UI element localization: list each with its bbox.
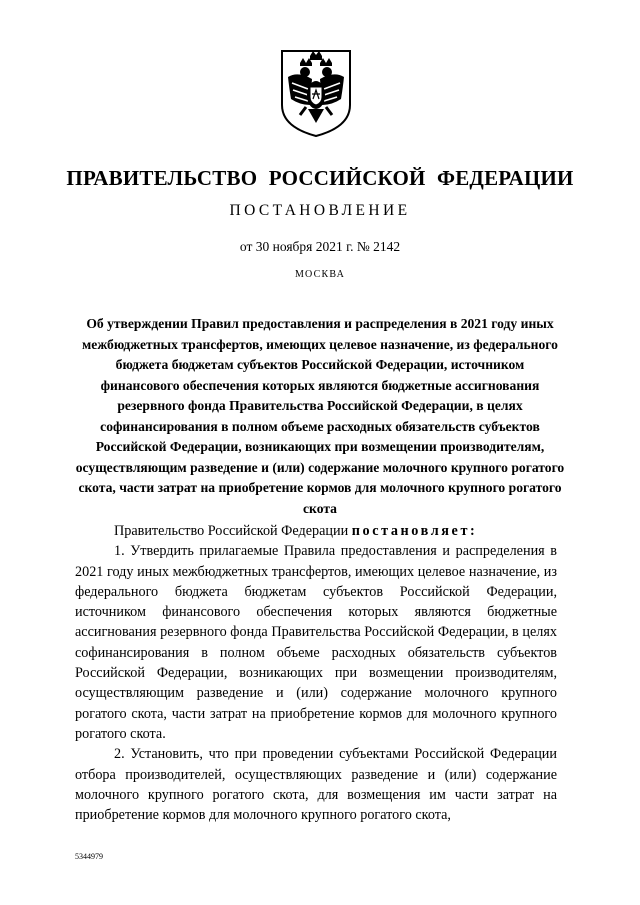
preamble-action: постановляет:	[351, 523, 478, 539]
document-body	[75, 521, 557, 825]
document-city: МОСКВА	[294, 269, 346, 280]
russian-coat-of-arms-icon	[276, 47, 356, 139]
preamble	[75, 521, 557, 541]
paragraph-1: 1. Утвердить прилагаемые Правила предоставления и распределения в 2021 году иных межбюджетных трансфертов, имеющих целевое назначение, из федерального бюджета бюджетам субъектов Российской Федерации, источником финансового обеспечения которых являются бюджетные ассигнования резервного фонда Правительства Российской Федерации, в целях софинансирования в полном объеме расходных обязательств субъектов Российской Федерации, возникающих при возмещении производителям, осуществляющим разведение и (или) содержание молочного крупного рогатого скота, части затрат на приобретение кормов для молочного крупного рогатого скота.	[75, 543, 557, 742]
preamble-lead: Правительство Российской Федерации	[114, 523, 352, 539]
document-code: 5344979	[75, 852, 103, 861]
paragraph-2: 2. Установить, что при проведении субъектами Российской Федерации отбора производителей, осуществляющих разведение и (или) содержание молочного крупного рогатого скота, для возмещения им части затрат на приобретение кормов для молочного крупного рогатого скота,	[75, 746, 557, 824]
government-title: ПРАВИТЕЛЬСТВО РОССИЙСКОЙ ФЕДЕРАЦИИ	[66, 166, 574, 190]
document-date-number: от 30 ноября 2021 г. № 2142	[239, 239, 401, 254]
document-heading: Об утверждении Правил предоставления и распределения в 2021 году иных межбюджетных трансфертов, имеющих целевое назначение, из федерального бюджета бюджетам субъектов Российской Федерации, источником финансового обеспечения которых являются бюджетные ассигнования резервного фонда Правительства Российской Федерации, в целях софинансирования в полном объеме расходных обязательств субъектов Российской Федерации, возникающих при возмещении производителям, осуществляющим разведение и (или) содержание молочного крупного рогатого скота, части затрат на приобретение кормов для молочного крупного рогатого скота	[75, 316, 565, 516]
document-type: ПОСТАНОВЛЕНИЕ	[229, 202, 411, 219]
